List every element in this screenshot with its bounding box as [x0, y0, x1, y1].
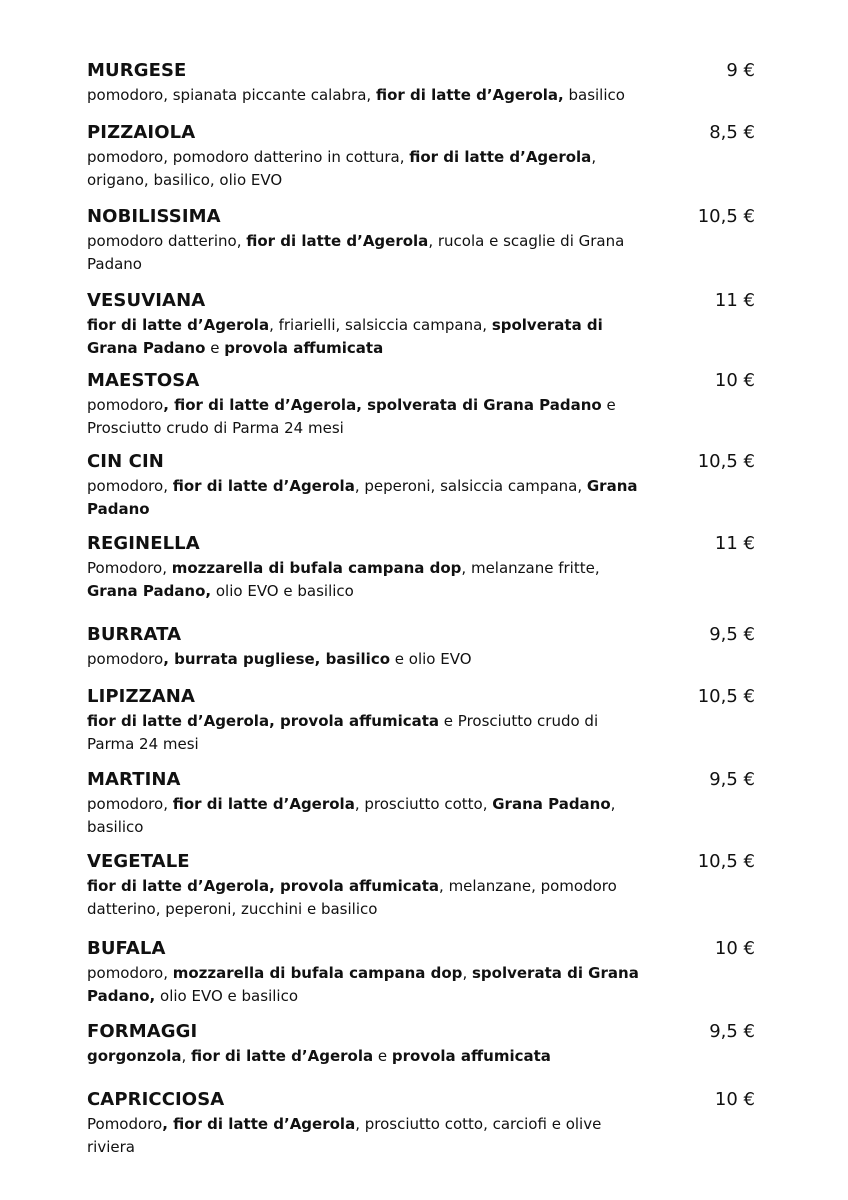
description-bold-segment: Grana Padano,: [87, 582, 212, 600]
item-price: 10 €: [714, 370, 755, 391]
item-price: 10,5 €: [697, 451, 755, 472]
menu-item: [87, 1021, 767, 1068]
description-bold-segment: fior di latte d’Agerola: [172, 795, 355, 813]
item-description: [87, 1113, 647, 1159]
description-bold-segment: fior di latte d’Agerola: [409, 148, 592, 166]
menu-item: [87, 851, 767, 921]
description-segment: , basilico: [87, 795, 616, 836]
item-name: CAPRICCIOSA: [87, 1089, 225, 1110]
menu-item: [87, 370, 767, 440]
description-bold-segment: mozzarella di bufala campana dop: [171, 559, 462, 577]
description-segment: olio EVO e basilico: [155, 987, 298, 1005]
item-description: [87, 875, 647, 921]
description-segment: e Prosciutto crudo di Parma 24 mesi: [87, 396, 616, 437]
item-price: 9,5 €: [709, 624, 755, 645]
description-segment: , origano, basilico, olio EVO: [87, 148, 597, 189]
menu-item: [87, 686, 767, 756]
item-description: [87, 475, 647, 521]
description-bold-segment: Grana Padano: [492, 795, 611, 813]
menu-item: [87, 624, 767, 671]
description-bold-segment: fior di latte d’Agerola: [172, 477, 355, 495]
item-description: [87, 1045, 647, 1068]
menu-item: [87, 533, 767, 603]
description-bold-segment: mozzarella di bufala campana dop: [172, 964, 463, 982]
item-name: BUFALA: [87, 938, 166, 959]
item-name: MARTINA: [87, 769, 181, 790]
item-description: [87, 84, 647, 107]
description-bold-segment: spolverata di Grana Padano,: [87, 964, 639, 1005]
description-segment: pomodoro,: [87, 795, 173, 813]
description-bold-segment: , fior di latte d’Agerola, spolverata di Grana Padano: [163, 396, 602, 414]
description-bold-segment: fior di latte d’Agerola: [87, 316, 270, 334]
menu-item: [87, 451, 767, 521]
description-segment: Pomodoro: [87, 1115, 163, 1133]
description-bold-segment: fior di latte d’Agerola, provola affumicata: [87, 877, 440, 895]
description-segment: , melanzane fritte,: [461, 559, 600, 577]
item-price: 10,5 €: [697, 851, 755, 872]
item-name: BURRATA: [87, 624, 182, 645]
description-segment: , prosciutto cotto,: [354, 795, 493, 813]
description-segment: , peperoni, salsiccia campana,: [354, 477, 587, 495]
description-bold-segment: provola affumicata: [224, 339, 384, 357]
description-bold-segment: , burrata pugliese, basilico: [163, 650, 391, 668]
description-segment: , rucola e scaglie di Grana Padano: [87, 232, 625, 273]
item-price: 10 €: [714, 938, 755, 959]
item-name: LIPIZZANA: [87, 686, 195, 707]
menu-item: [87, 1089, 767, 1159]
item-name: REGINELLA: [87, 533, 200, 554]
item-description: [87, 793, 647, 839]
menu-item: [87, 290, 767, 360]
description-segment: e olio EVO: [390, 650, 472, 668]
item-price: 10 €: [714, 1089, 755, 1110]
description-segment: e: [373, 1047, 392, 1065]
item-price: 8,5 €: [709, 122, 755, 143]
menu-item: [87, 60, 767, 107]
item-price: 11 €: [714, 533, 755, 554]
description-segment: ,: [462, 964, 472, 982]
description-segment: basilico: [563, 86, 625, 104]
menu-item: [87, 122, 767, 192]
item-description: [87, 314, 647, 360]
item-name: MURGESE: [87, 60, 187, 81]
item-price: 9 €: [726, 60, 755, 81]
description-bold-segment: fior di latte d’Agerola: [246, 232, 429, 250]
description-segment: , prosciutto cotto, carciofi e olive riviera: [87, 1115, 602, 1156]
item-description: [87, 146, 647, 192]
description-bold-segment: , fior di latte d’Agerola: [162, 1115, 356, 1133]
description-segment: e: [205, 339, 225, 357]
item-name: NOBILISSIMA: [87, 206, 221, 227]
item-description: [87, 230, 647, 276]
description-segment: e Prosciutto crudo di Parma 24 mesi: [87, 712, 599, 753]
description-bold-segment: fior di latte d’Agerola,: [375, 86, 564, 104]
description-segment: pomodoro,: [87, 964, 173, 982]
item-name: PIZZAIOLA: [87, 122, 196, 143]
description-bold-segment: fior di latte d’Agerola: [191, 1047, 374, 1065]
description-bold-segment: fior di latte d’Agerola, provola affumicata: [87, 712, 440, 730]
item-description: [87, 648, 647, 671]
item-name: VESUVIANA: [87, 290, 206, 311]
description-segment: olio EVO e basilico: [211, 582, 354, 600]
item-description: [87, 557, 647, 603]
menu-item: [87, 206, 767, 276]
description-segment: pomodoro: [87, 396, 164, 414]
menu-item: [87, 769, 767, 839]
item-price: 10,5 €: [697, 686, 755, 707]
item-description: [87, 394, 647, 440]
item-price: 10,5 €: [697, 206, 755, 227]
description-bold-segment: spolverata di Grana Padano: [87, 316, 603, 357]
item-description: [87, 710, 647, 756]
description-segment: pomodoro datterino,: [87, 232, 247, 250]
description-bold-segment: Grana Padano: [87, 477, 638, 518]
description-bold-segment: provola affumicata: [391, 1047, 551, 1065]
item-name: CIN CIN: [87, 451, 164, 472]
item-name: FORMAGGI: [87, 1021, 198, 1042]
description-segment: pomodoro, pomodoro datterino in cottura,: [87, 148, 410, 166]
menu-item: [87, 938, 767, 1008]
description-segment: Pomodoro,: [87, 559, 172, 577]
description-segment: pomodoro,: [87, 477, 173, 495]
description-segment: ,: [181, 1047, 192, 1065]
description-segment: pomodoro, spianata piccante calabra,: [87, 86, 376, 104]
item-name: VEGETALE: [87, 851, 190, 872]
description-segment: pomodoro: [87, 650, 164, 668]
item-price: 9,5 €: [709, 1021, 755, 1042]
item-description: [87, 962, 647, 1008]
item-price: 9,5 €: [709, 769, 755, 790]
item-price: 11 €: [714, 290, 755, 311]
description-segment: , melanzane, pomodoro datterino, peperoni, zucchini e basilico: [87, 877, 617, 918]
description-bold-segment: gorgonzola: [87, 1047, 182, 1065]
item-name: MAESTOSA: [87, 370, 200, 391]
description-segment: , friarielli, salsiccia campana,: [269, 316, 492, 334]
